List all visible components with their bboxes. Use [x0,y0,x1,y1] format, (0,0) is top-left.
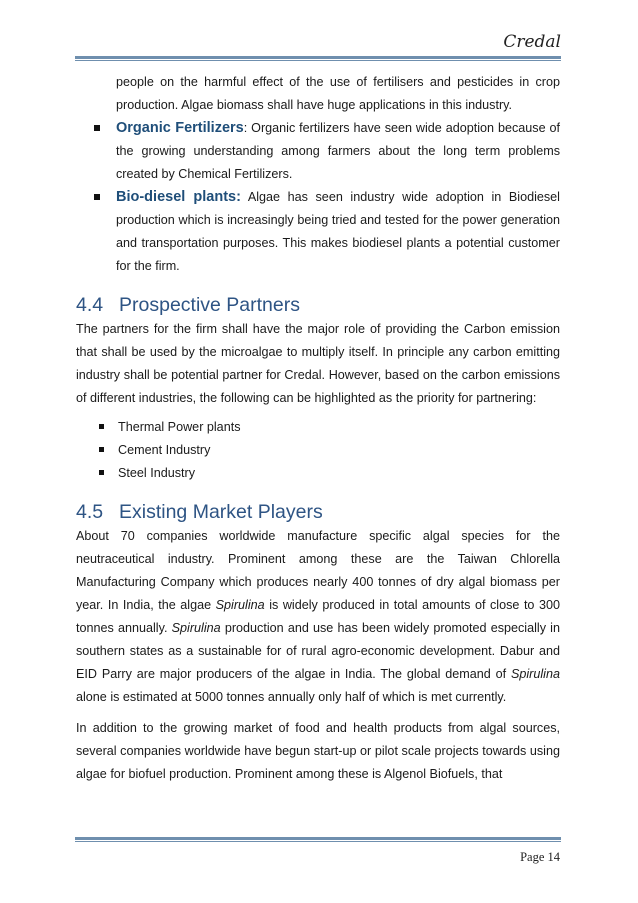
section-title: Prospective Partners [119,294,300,316]
list-item [76,439,560,462]
market-text: Algae has seen industry wide adoption in Biodiesel production which is increasingly being tried and tested for the power generation and transportation purposes. This makes biodiesel plants a potential customer for the firm. [116,190,560,273]
biofuel-paragraph: In addition to the growing market of food and health products from algal sources, several companies worldwide have begun start-up or pilot scale projects towards using algae for biofuel production. Prominent among these is Algenol Biofuels, that [76,721,560,781]
section-number: 4.5 [76,501,104,523]
partner-list [76,416,560,485]
square-bullet-icon [94,125,100,131]
market-item-biodiesel-plants [76,186,560,278]
footer-rule [75,837,561,842]
list-item [76,416,560,439]
market-players-paragraph [76,525,560,709]
list-item-label: Cement Industry [118,443,211,457]
section-heading-prospective-partners [76,292,560,318]
text-run: production and use has been widely promoted especially in southern states as a sustainable for of rural agro-economic development. Dabur and EID Parry are major producers of the algae in India. The global demand of [76,621,560,681]
partners-paragraph: The partners for the firm shall have the major role of providing the Carbon emission that shall be used by the microalgae to multiply itself. In principle any carbon emitting industry shall be potential partner for Credal. However, based on the carbon emissions of different industries, the following can be highlighted as the priority for partnering: [76,322,560,405]
text-run: is widely produced in total amounts of close to 300 tonnes annually. [76,598,560,635]
section-title: Existing Market Players [119,501,323,523]
square-bullet-icon [99,447,104,452]
text-run: About 70 companies worldwide manufacture specific algal species for the neutraceutical industry. Prominent among these are the Taiwan Chlorella Manufacturing Company which produces nearly 400 tonnes of dry algal biomass per year. In India, the algae [76,529,560,612]
market-term: Organic Fertilizers [116,120,244,136]
market-term-separator: : [243,121,248,135]
page-number: Page 14 [520,850,560,864]
species-name: Spirulina [510,667,560,681]
market-term: Bio-diesel plants: [116,189,241,205]
square-bullet-icon [99,424,104,429]
list-item [76,462,560,485]
page-body [76,71,560,786]
section-number: 4.4 [76,294,104,316]
list-item-label: Steel Industry [118,466,196,480]
square-bullet-icon [94,194,100,200]
header-rule [75,56,561,61]
section-heading-existing-market-players [76,499,560,525]
continuation-paragraph: people on the harmful effect of the use of fertilisers and pesticides in crop production. Algae biomass shall have huge applications in this industry. [116,75,560,112]
text-run: alone is estimated at 5000 tonnes annually only half of which is met currently. [76,690,507,704]
market-item-organic-fertilizers [76,117,560,186]
running-header-title: Credal [503,32,561,52]
species-name: Spirulina [215,598,265,612]
species-name: Spirulina [171,621,221,635]
list-item-label: Thermal Power plants [118,420,241,434]
square-bullet-icon [99,470,104,475]
market-text: Organic fertilizers have seen wide adoption because of the growing understanding among farmers about the long term problems created by Chemical Fertilizers. [116,121,560,181]
